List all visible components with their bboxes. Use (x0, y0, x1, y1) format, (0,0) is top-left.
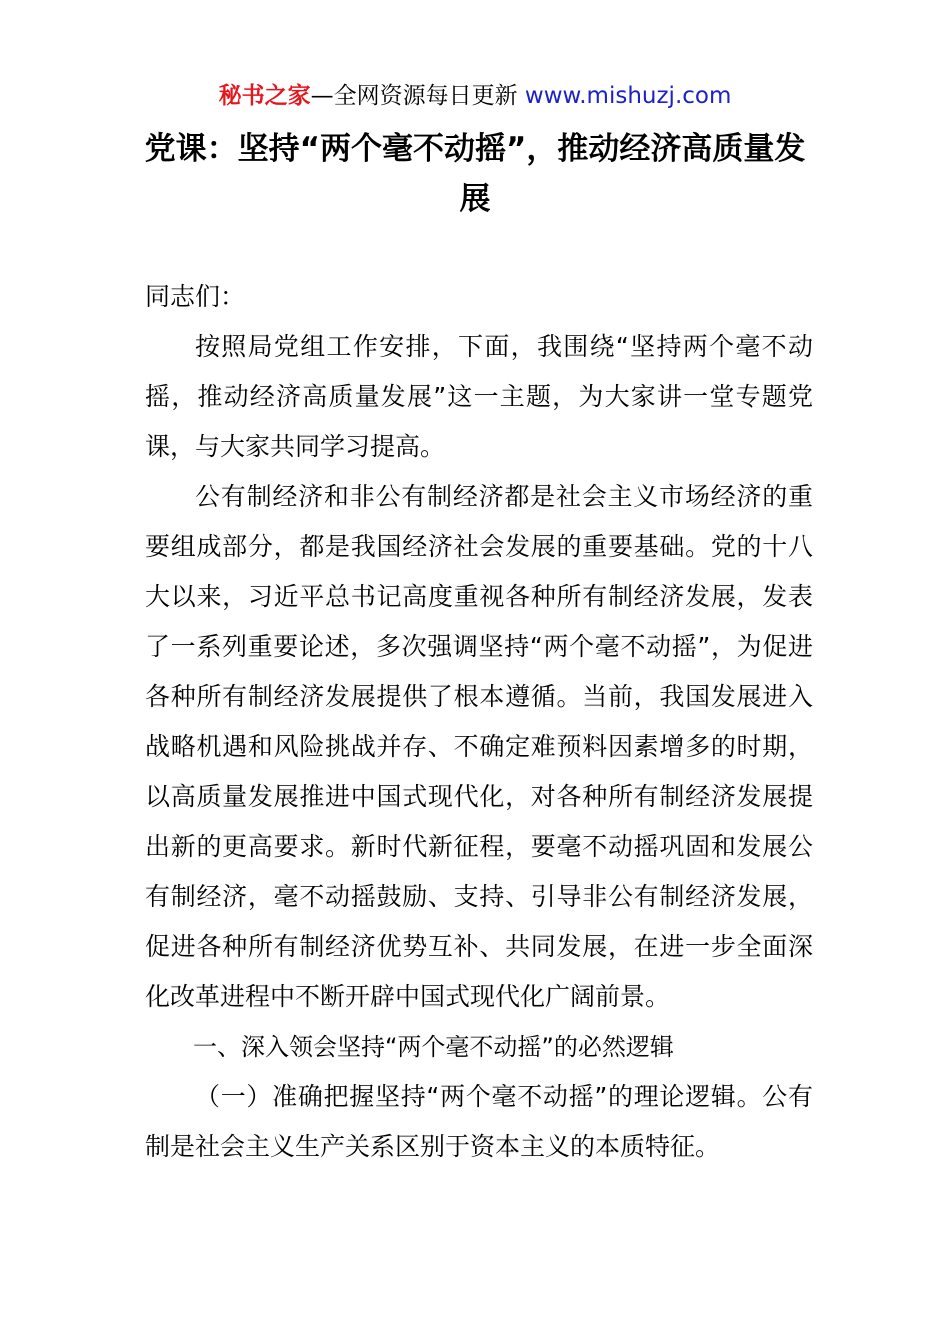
paragraph-intro: 按照局党组工作安排，下面，我围绕“坚持两个毫不动摇，推动经济高质量发展”这一主题，为大家讲一堂专题党课，与大家共同学习提高。 (145, 332, 813, 461)
document-title: 党课：坚持“两个毫不动摇”，推动经济高质量发展 (144, 131, 806, 217)
subsection-heading: （一）准确把握坚持“两个毫不动摇”的理论逻辑。公有制是社会主义生产关系区别于资本主义的本质特征。 (145, 1082, 813, 1161)
section-heading: 一、深入领会坚持“两个毫不动摇”的必然逻辑 (193, 1033, 674, 1061)
paragraph-background: 公有制经济和非公有制经济都是社会主义市场经济的重要组成部分，都是我国经济社会发展的重要基础。党的十八大以来，习近平总书记高度重视各种所有制经济发展，发表了一系列重要论述，多次强调坚持“两个毫不动摇”，为促进各种所有制经济发展提供了根本遵循。当前，我国发展进入战略机遇和风险挑战并存、不确定难预料因素增多的时期，以高质量发展推进中国式现代化，对各种所有制经济发展提出新的更高要求。新时代新征程，要毫不动摇巩固和发展公有制经济，毫不动摇鼓励、支持、引导非公有制经济发展，促进各种所有制经济优势互补、共同发展，在进一步全面深化改革进程中不断开辟中国式现代化广阔前景。 (145, 482, 813, 1011)
site-url-link[interactable]: www.mishuzj.com (524, 83, 732, 109)
salutation: 同志们： (145, 282, 246, 311)
document-body (145, 272, 813, 1172)
header-tagline: —全网资源每日更新 (310, 83, 525, 109)
brand-name: 秘书之家 (218, 83, 311, 109)
site-header (0, 80, 950, 112)
